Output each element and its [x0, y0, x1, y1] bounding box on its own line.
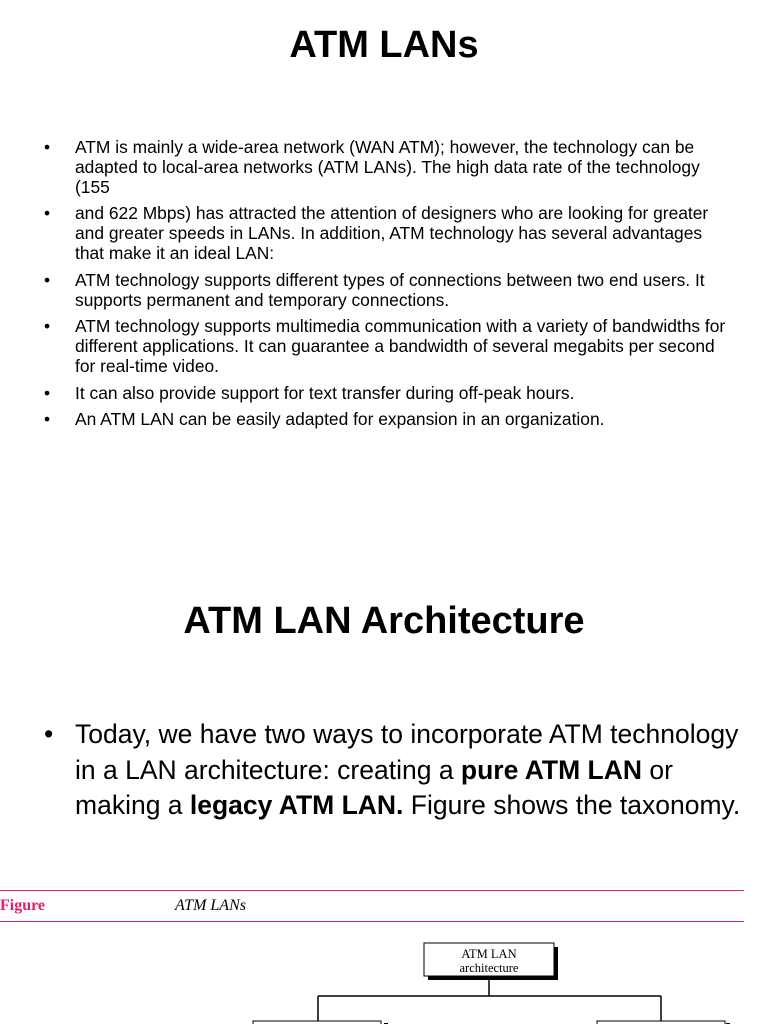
bullet-list-atm-lans — [44, 137, 734, 435]
list-item — [44, 270, 734, 310]
taxonomy-diagram — [0, 930, 768, 1024]
list-item — [44, 383, 734, 403]
slide-title-atm-lans: ATM LANs — [289, 24, 479, 66]
bullet-icon: • — [44, 382, 51, 403]
bullet-icon: • — [44, 316, 51, 337]
root-node-label-line1: ATM LAN — [461, 947, 517, 961]
figure-rule-top — [0, 890, 744, 891]
bullet-text-part: Figure shows the taxonomy. — [403, 790, 741, 820]
bold-term-legacy-atm-lan: legacy ATM LAN. — [189, 790, 404, 820]
slide-title-atm-lan-architecture: ATM LAN Architecture — [183, 600, 585, 642]
bullet-icon: • — [44, 137, 51, 157]
bullet-icon: • — [44, 203, 51, 224]
figure-caption: ATM LANs — [175, 897, 246, 914]
bullet-list-architecture — [44, 717, 744, 824]
bullet-text-part: Today, we have two ways to incorporate ATM technology in a LAN architecture: creating a — [75, 719, 739, 785]
bullet-icon: • — [44, 719, 54, 749]
list-item — [44, 717, 744, 824]
bold-term-pure-atm-lan: pure ATM LAN — [460, 754, 642, 785]
bullet-icon: • — [44, 269, 51, 290]
bullet-icon: • — [44, 408, 51, 429]
figure-label: Figure — [0, 897, 46, 914]
bullet-text: and 622 Mbps) has attracted the attention of designers who are looking for greater and greater speeds in LANs. In addition, ATM technology has several advantages that make it an ideal LAN: — [75, 203, 709, 264]
bullet-text: ATM technology supports multimedia communication with a variety of bandwidths for different applications. It can guarantee a bandwidth of several megabits per second for real-time video. — [75, 316, 726, 377]
bullet-text-part: or making a — [75, 754, 673, 820]
root-node-label-line2: architecture — [459, 961, 519, 975]
list-item — [44, 203, 734, 263]
bullet-text: ATM technology supports different types of connections between two end users. It supports permanent and temporary connections. — [75, 269, 705, 310]
list-item — [44, 409, 734, 429]
list-item — [44, 137, 734, 197]
bullet-text: It can also provide support for text transfer during off-peak hours. — [75, 382, 575, 403]
figure-rule-bottom — [0, 921, 744, 922]
bullet-text: ATM is mainly a wide-area network (WAN ATM); however, the technology can be adapted to local-area networks (ATM LANs). The high data rate of the technology (155 — [75, 137, 700, 197]
list-item — [44, 316, 734, 376]
bullet-text: An ATM LAN can be easily adapted for expansion in an organization. — [75, 408, 605, 429]
